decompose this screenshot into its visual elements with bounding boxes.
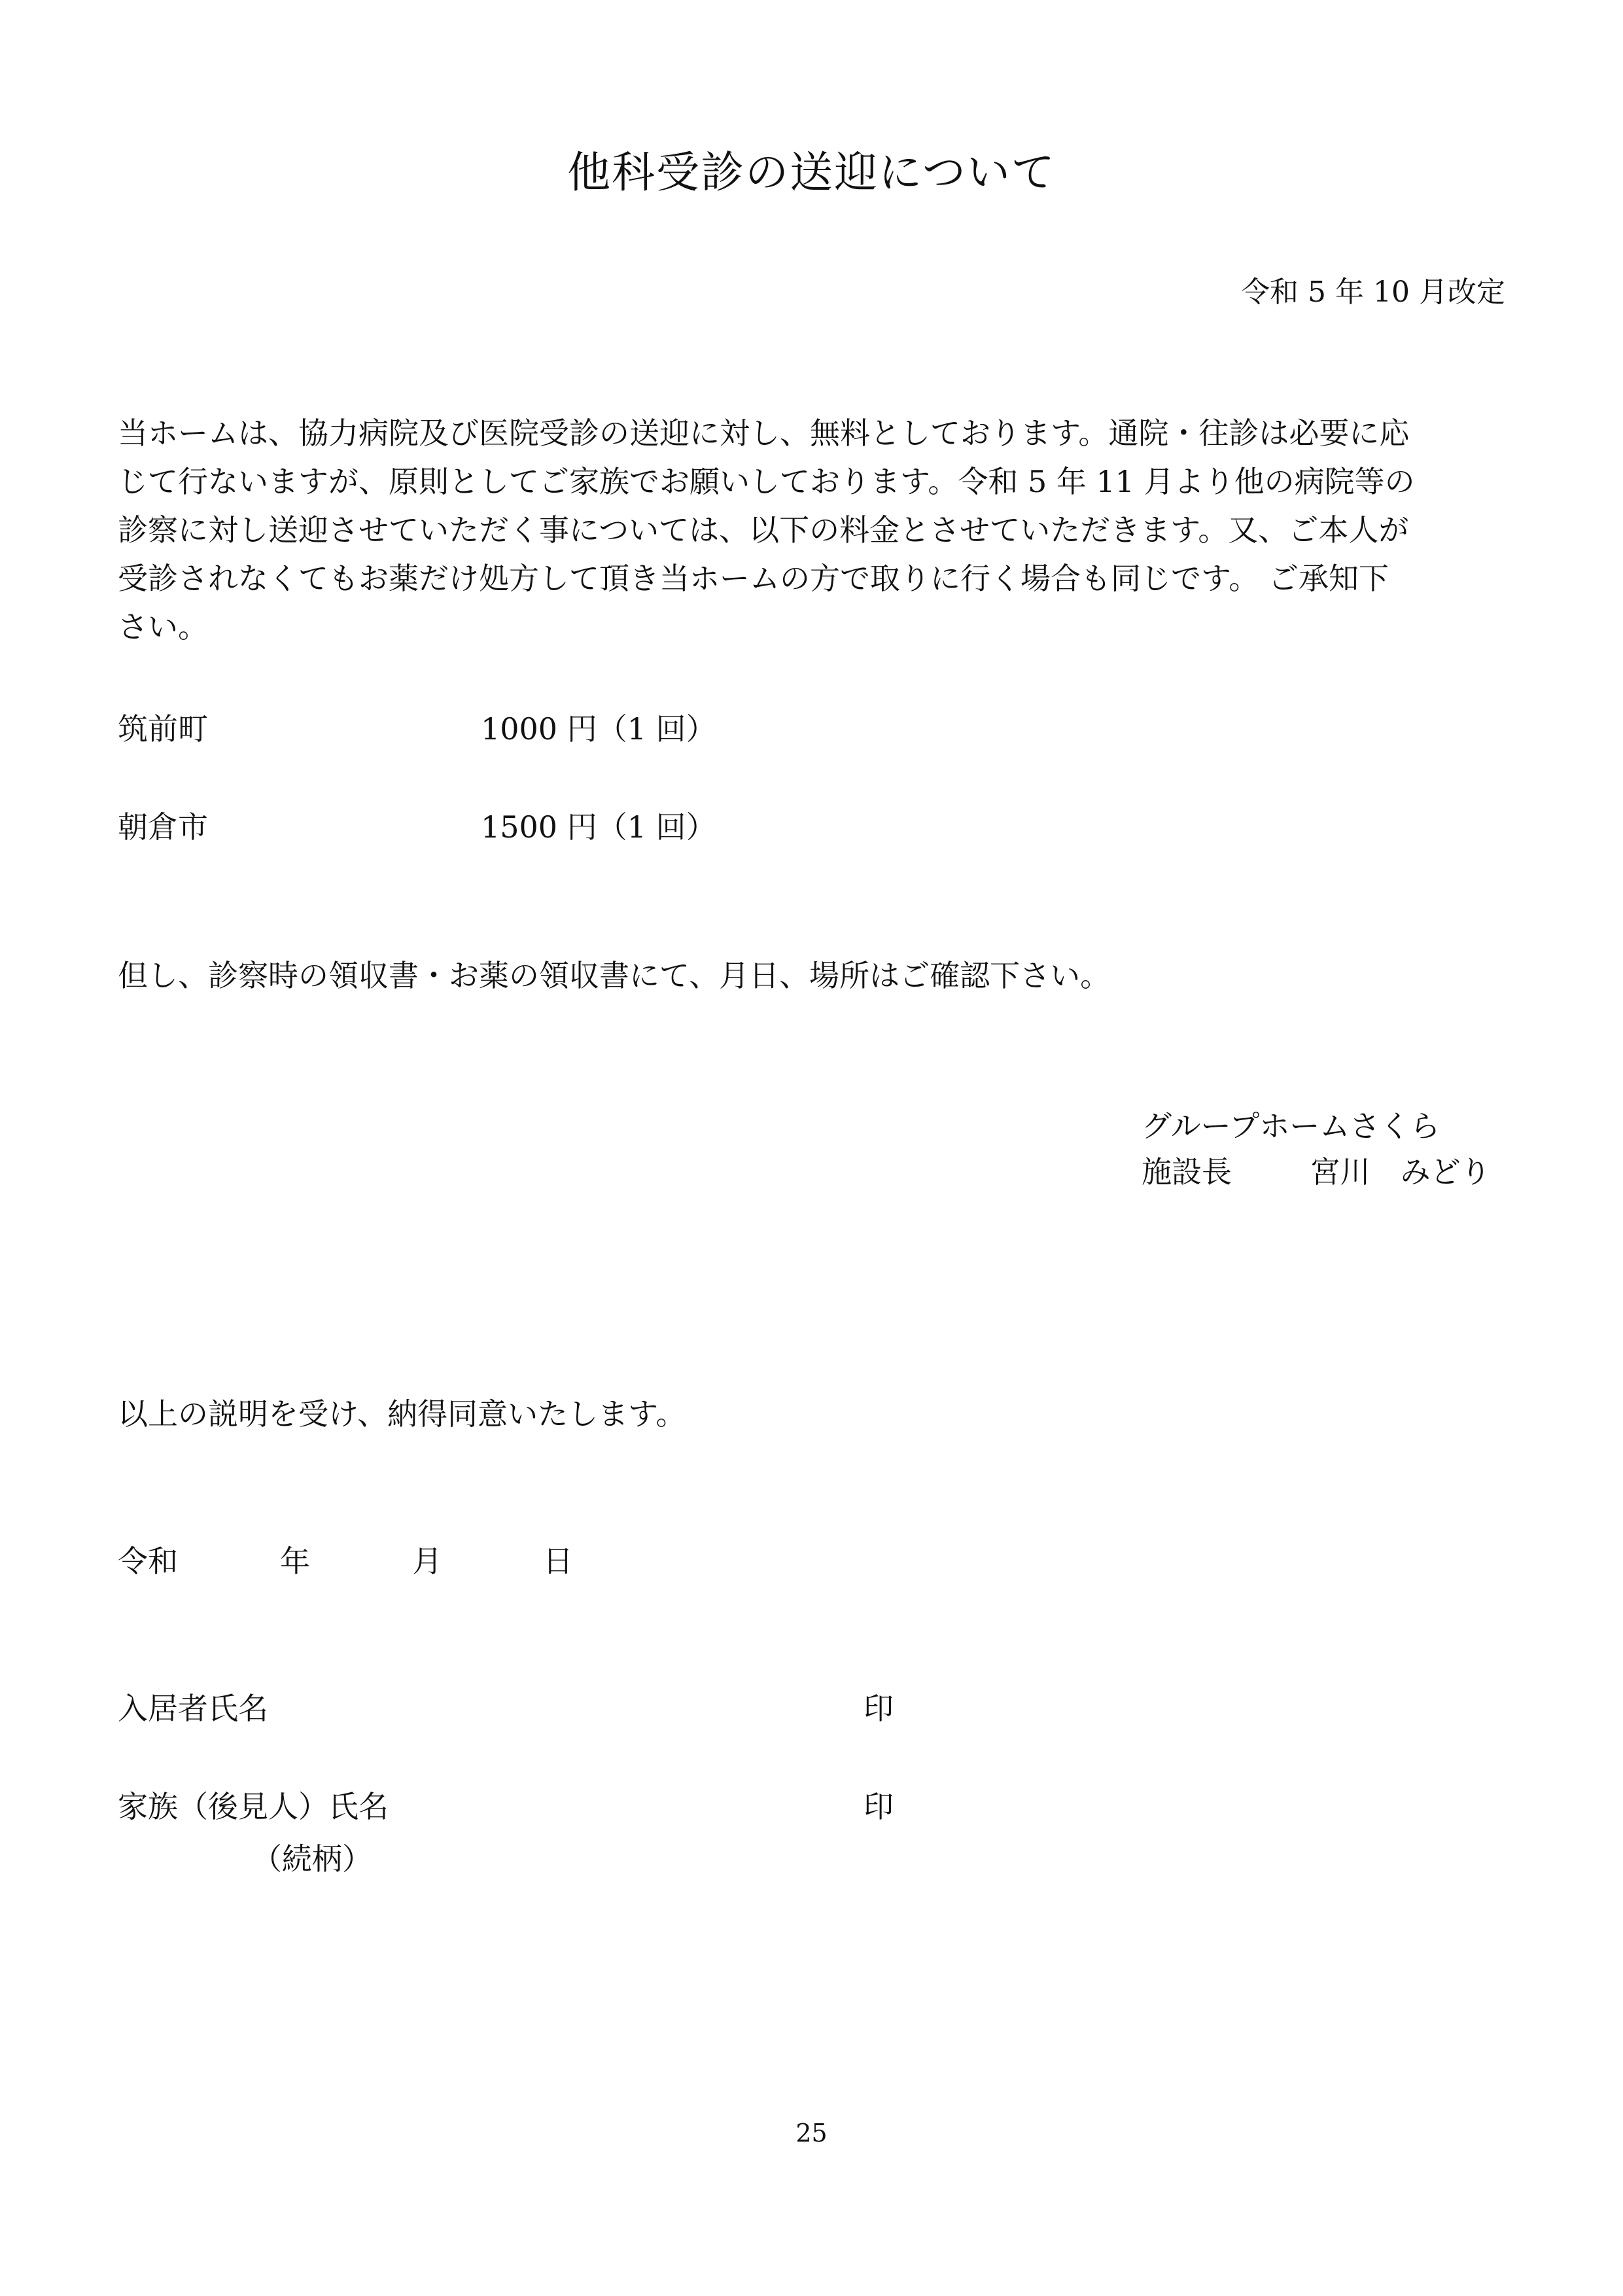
director-role: 施設長 xyxy=(1142,1154,1232,1190)
fee-place: 朝倉市 xyxy=(118,809,208,845)
date-month[interactable]: 月 xyxy=(412,1544,442,1579)
fee-row-asakura xyxy=(118,804,903,843)
fee-price: 1000 円（1 回） xyxy=(481,711,716,747)
family-name-label: 家族（後見人）氏名 xyxy=(118,1789,389,1824)
resident-name-label: 入居者氏名 xyxy=(118,1691,268,1726)
date-era: 令和 xyxy=(118,1544,178,1579)
date-year[interactable]: 年 xyxy=(280,1544,310,1579)
document-title: 他科受診の送迎について xyxy=(567,147,1056,198)
family-seal[interactable]: 印 xyxy=(864,1789,894,1824)
receipt-note: 但し、診察時の領収書・お薬の領収書にて、月日、場所はご確認下さい。 xyxy=(118,958,1111,993)
director-name: 宮川 みどり xyxy=(1310,1154,1491,1190)
facility-name: グループホームさくら xyxy=(1142,1108,1440,1144)
fee-row-chikuzen xyxy=(118,705,903,745)
director-signature xyxy=(1142,1148,1491,1192)
intro-line: 診察に対し送迎させていただく事については、以下の料金とさせていただきます。又、ご本人が xyxy=(118,512,1409,548)
page-number: 25 xyxy=(795,2119,828,2147)
relation-label: （続柄） xyxy=(252,1841,372,1877)
revision-date: 令和 5 年 10 月改定 xyxy=(1241,275,1505,309)
fee-price: 1500 円（1 回） xyxy=(481,809,716,845)
intro-line: さい。 xyxy=(118,609,208,645)
intro-paragraph xyxy=(118,409,1508,651)
date-day[interactable]: 日 xyxy=(543,1544,573,1579)
intro-line: じて行ないますが、原則としてご家族でお願いしております。令和 5 年 11 月より他の病院等の xyxy=(118,464,1415,499)
agreement-statement: 以上の説明を受け、納得同意いたします。 xyxy=(118,1396,686,1432)
intro-line: 当ホームは、協力病院及び医院受診の送迎に対し、無料としております。通院・往診は必要に応 xyxy=(118,415,1410,451)
intro-line: 受診されなくてもお薬だけ処方して頂き当ホームの方で取りに行く場合も同じです。 ご承知下 xyxy=(118,561,1389,596)
resident-seal[interactable]: 印 xyxy=(864,1691,894,1726)
date-line xyxy=(118,1538,641,1577)
fee-place: 筑前町 xyxy=(118,711,208,747)
